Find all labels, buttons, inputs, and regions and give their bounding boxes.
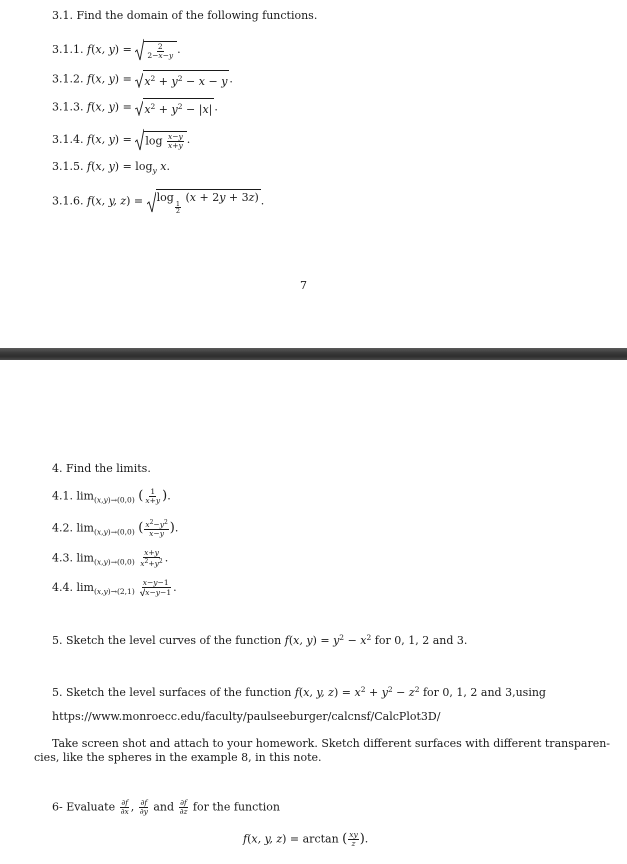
sqrt-expression: $\frac{2}{2-x-y}$ <box>135 38 177 62</box>
limit-4-1: 4.1. $\lim_{(x,y)\to(0,0)}$ ( $\frac{1}{x+y}$ ). <box>52 487 171 505</box>
exercise-6-evaluate: 6- Evaluate $\frac{\partial f}{\partial x}$ , $\frac{\partial f}{\partial y}$ and $\frac{\partial f}{\partial z}$ for the function <box>52 798 280 816</box>
item-label: 3.1.1. <box>52 43 84 56</box>
page-number: 7 <box>300 279 307 292</box>
exercise-3-1-1: 3.1.1. f(x, y) = $\frac{2}{2-x-y}$ . <box>52 38 181 62</box>
calcplot-url[interactable]: https://www.monroecc.edu/faculty/paulseeburger/calcnsf/CalcPlot3D/ <box>52 710 441 723</box>
instructions-line-1: Take screen shot and attach to your homework. Sketch different surfaces with different transparen- <box>52 737 611 750</box>
function-arctan: f(x, y, z) = arctan ( $\frac{xy}{z}$ ). <box>243 830 369 848</box>
exercise-5-level-curves: 5. Sketch the level curves of the function f(x, $y) = y^2 - x^2$ for 0, 1, 2 and 3. <box>52 633 468 647</box>
exercise-3-1-4: 3.1.4. f(x, y) = log $\frac{x-y}{x+y}$ . <box>52 128 190 152</box>
section-heading-limits: 4. Find the limits. <box>52 462 151 475</box>
item-label: 3.1.3. <box>52 100 84 114</box>
exercise-3-1-6: 3.1.6. f(x, y, z) = log $\frac{1}{2}$ (x + 2y + 3z) . <box>52 191 265 215</box>
item-label: 4.2. <box>52 521 73 535</box>
exercise-text: for the function <box>192 800 280 814</box>
page-separator <box>0 348 627 360</box>
item-label: 4.4. <box>52 581 73 594</box>
exercise-text: 5. Sketch the level surfaces of the function <box>52 686 292 699</box>
exercise-text: 6- Evaluate <box>52 800 116 814</box>
exercise-5-level-surfaces: 5. Sketch the level surfaces of the function f(x, y, $z) = x^2 + y^2 - z^2$ for 0, 1, 2 and 3,using <box>52 685 546 699</box>
item-label: 3.1.2. <box>52 72 84 86</box>
item-label: 4.3. <box>52 551 73 565</box>
limit-4-2: 4.2. $\lim_{(x,y)\to(0,0)}$ ( $\frac{x^2-y^2}{x-y}$ ). <box>52 519 179 538</box>
item-label: 3.1.4. <box>52 133 84 146</box>
item-label: 3.1.6. <box>52 194 84 208</box>
exercise-text: for 0, 1, 2 and 3. <box>374 634 468 647</box>
exercise-3-1-3: 3.1.3. f(x, $y) = x^2 + y^2 - |x|$ . <box>52 98 218 117</box>
instructions-line-2: cies, like the spheres in the example 8, in this note. <box>34 751 322 764</box>
exercise-3-1-5: 3.1.5. f(x, $y) = \log_y x$. <box>52 160 170 175</box>
section-heading-domain: 3.1. Find the domain of the following functions. <box>52 9 318 22</box>
exercise-text: for 0, 1, 2 and 3,using <box>422 686 546 699</box>
exercise-text: 5. Sketch the level curves of the function <box>52 634 282 647</box>
exercise-3-1-2: 3.1.2. f(x, $y) = x^2 + y^2 - x - y$ . <box>52 70 233 89</box>
item-label: 3.1.5. <box>52 160 84 173</box>
limit-4-4: 4.4. $\lim_{(x,y)\to(2,1)}$ $\frac{x-y-1}{x-y-1}$ . <box>52 578 177 597</box>
limit-4-3: 4.3. $\lim_{(x,y)\to(0,0)}$ $\frac{x+y}{x^2+y^2}$ . <box>52 548 169 568</box>
exercise-text: and <box>153 800 175 814</box>
item-label: 4.1. <box>52 489 73 503</box>
